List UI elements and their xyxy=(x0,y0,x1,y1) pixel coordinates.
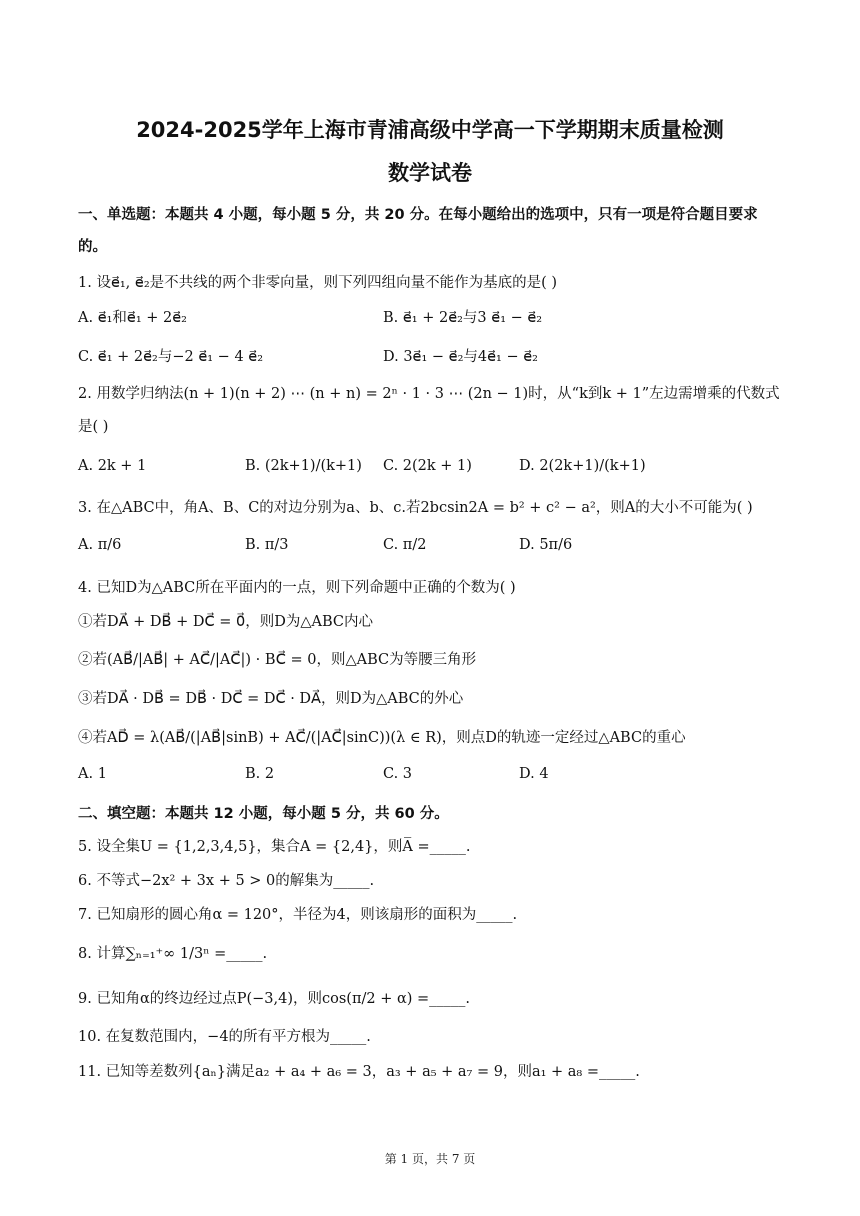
q4-option-d: D. 4 xyxy=(519,766,549,782)
exam-subtitle: 数学试卷 xyxy=(388,161,472,185)
q4-option-c: C. 3 xyxy=(383,766,413,782)
q8: 8. 计算∑ₙ₌₁⁺∞ 1/3ⁿ =_____. xyxy=(78,946,268,962)
q1-option-a: A. e⃗₁和e⃗₁ + 2e⃗₂ xyxy=(78,310,187,326)
q4-item-3: ③若DA⃗ · DB⃗ = DB⃗ · DC⃗ = DC⃗ · DA⃗，则D为△ABC的外心 xyxy=(78,691,464,707)
q4-stem: 4. 已知D为△ABC所在平面内的一点，则下列命题中正确的个数为( ) xyxy=(78,580,516,596)
q2-stem-line1: 2. 用数学归纳法(n + 1)(n + 2) ⋯ (n + n) = 2ⁿ · 1 · 3 ⋯ (2n − 1)时，从“k到k + 1”左边需增乘的代数式 xyxy=(78,386,780,402)
q2-stem-line2: 是( ) xyxy=(78,419,109,435)
q9: 9. 已知角α的终边经过点P(−3,4)，则cos(π/2 + α) =_____. xyxy=(78,991,471,1007)
q4-item-1: ①若DA⃗ + DB⃗ + DC⃗ = 0⃗，则D为△ABC内心 xyxy=(78,614,373,630)
q1-option-c: C. e⃗₁ + 2e⃗₂与−2 e⃗₁ − 4 e⃗₂ xyxy=(78,349,264,365)
q2-option-a: A. 2k + 1 xyxy=(78,458,147,474)
q1-option-d: D. 3e⃗₁ − e⃗₂与4e⃗₁ − e⃗₂ xyxy=(383,349,538,365)
q2-option-c: C. 2(2k + 1) xyxy=(383,458,472,474)
q4-item-4: ④若AD⃗ = λ(AB⃗/(|AB⃗|sinB) + AC⃗/(|AC⃗|sinC))(λ ∈ R)，则点D的轨迹一定经过△ABC的重心 xyxy=(78,730,686,746)
section1-heading-line2: 的。 xyxy=(78,239,107,255)
q3-stem: 3. 在△ABC中，角A、B、C的对边分别为a、b、c.若2bcsin2A = b² + c² − a²，则A的大小不可能为( ) xyxy=(78,500,753,516)
q3-option-d: D. 5π/6 xyxy=(519,537,573,553)
page-footer: 第 1 页，共 7 页 xyxy=(384,1152,476,1166)
q2-option-b: B. (2k+1)/(k+1) xyxy=(245,458,362,474)
section2-heading: 二、填空题：本题共 12 小题，每小题 5 分，共 60 分。 xyxy=(78,806,449,822)
q6: 6. 不等式−2x² + 3x + 5 > 0的解集为_____. xyxy=(78,873,375,889)
q3-option-c: C. π/2 xyxy=(383,537,427,553)
section1-heading-line1: 一、单选题：本题共 4 小题，每小题 5 分，共 20 分。在每小题给出的选项中，只有一项是符合题目要求 xyxy=(78,207,758,223)
q10: 10. 在复数范围内，−4的所有平方根为_____. xyxy=(78,1029,371,1045)
q3-option-b: B. π/3 xyxy=(245,537,289,553)
q4-item-2: ②若(AB⃗/|AB⃗| + AC⃗/|AC⃗|) · BC⃗ = 0，则△ABC为等腰三角形 xyxy=(78,652,477,668)
q1-option-b: B. e⃗₁ + 2e⃗₂与3 e⃗₁ − e⃗₂ xyxy=(383,310,543,326)
q4-option-a: A. 1 xyxy=(78,766,107,782)
q1-stem: 1. 设e⃗₁, e⃗₂是不共线的两个非零向量，则下列四组向量不能作为基底的是( ) xyxy=(78,275,558,291)
q11: 11. 已知等差数列{aₙ}满足a₂ + a₄ + a₆ = 3，a₃ + a₅ + a₇ = 9，则a₁ + a₈ =_____. xyxy=(78,1064,640,1080)
q3-option-a: A. π/6 xyxy=(78,537,122,553)
q4-option-b: B. 2 xyxy=(245,766,275,782)
q5: 5. 设全集U = {1,2,3,4,5}，集合A = {2,4}，则A̅ =_____. xyxy=(78,839,471,855)
q2-option-d: D. 2(2k+1)/(k+1) xyxy=(519,458,646,474)
exam-title: 2024-2025学年上海市青浦高级中学高一下学期期末质量检测 xyxy=(136,118,724,142)
q7: 7. 已知扇形的圆心角α = 120°，半径为4，则该扇形的面积为_____. xyxy=(78,907,518,923)
